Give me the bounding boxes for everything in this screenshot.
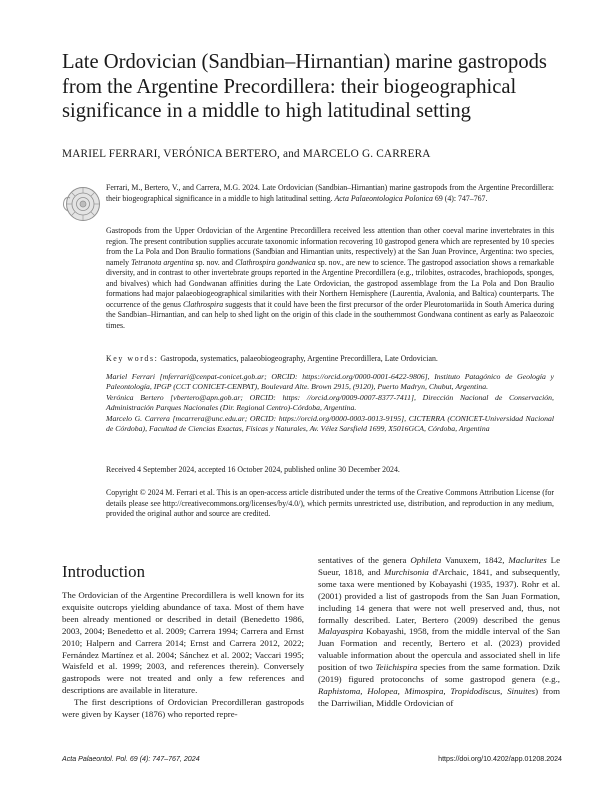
affiliation-carrera: Marcelo G. Carrera [mcarrera@unc.edu.ar; ORCID: https://orcid.org/0000-0003-0013-9195], CICTERRA (CONICET-Universidad Nacional de Córdoba), Facultad de Ciencias Exactas, Físicas y Naturales, Av. Vélez Sarsfield 1699, X5016GCA, Córdoba, Argentina [106, 413, 554, 434]
journal-name: Acta Palaeontologica Polonica [334, 193, 433, 203]
keywords-label: Key words: [106, 354, 159, 363]
paragraph: The Ordovician of the Argentine Precordillera is well known for its exquisite outcrops yielding abundance of taxa. Most of them have been already mentioned or described in detail (Benedetto 1986, 2003, 2004; Benedetto et al. 2009; Carrera 1994; Carrera and Ernst 2010; Halpern and Carrera 2014; Ernst and Carrera 2012, 2022; Fernández Martínez et al. 2004; Sánchez et al. 2002; Vaccari 1995; Waisfeld et al. 1999; 2003, and references therein). Conversely gastropods were not treated and only a few references and descriptions are available in literature. [62, 590, 304, 696]
keywords: Key words: Gastropoda, systematics, palaeobiogeography, Argentine Precordillera, Late Ordovician. [106, 354, 438, 363]
author-list: MARIEL FERRARI, VERÓNICA BERTERO, and MARCELO G. CARRERA [62, 148, 431, 160]
section-heading-introduction: Introduction [62, 562, 145, 581]
journal-reference: Acta Palaeontol. Pol. 69 (4): 747–767, 2024 [62, 755, 200, 763]
copyright-notice: Copyright © 2024 M. Ferrari et al. This is an open-access article distributed under the terms of the Creative Commons Attribution License (for details please see http://creativecommons.org/licenses/by/4.0/), which permits unrestricted use, distribution, and reproduction in any medium, provided the original author and source are credited. [106, 488, 555, 519]
article-title: Late Ordovician (Sandbian–Hirnantian) marine gastropods from the Argentine Precordillera: their biogeographical significance in a middle to high latitudinal setting [62, 51, 547, 123]
body-column-left [62, 590, 304, 721]
author-affiliations [106, 372, 554, 434]
ammonite-logo-icon [60, 184, 104, 224]
paragraph: sentatives of the genera Ophileta Vanuxem, 1842, Maclurites Le Sueur, 1818, and Murchisonia d'Archaic, 1841, and subsequently, some taxa were mentioned by Kobayashi (1935, 1937). Rohr et al. (2001) provided a list of gastropods from the San Juan Formation, including 14 genera that were not well preserved and, thus, not formally described. Later, Bertero (2009) described the genus Malayaspira Kobayashi, 1958, from the middle interval of the San Juan Formation and recently, Bertero et al. (2023) provided valuable information about the opercula and associated shell in life position of two Teiichispira species from the same formation. Dzik (2019) figured protoconchs of some gastropod genera (e.g., Raphistoma, Holopea, Mimospira, Tropidodiscus, Sinuites) from the Darriwilian, Middle Ordovician of [318, 555, 561, 708]
abstract: Gastropods from the Upper Ordovician of the Argentine Precordillera received less attention than other coeval marine invertebrates in this region. The present contribution supplies accurate taxonomic information recovering 10 gastropod genera which are represented by 10 species from the La Pola and Don Braulio formations (Sandbian and Hirnantian units, respectively) at the San Juan Province, Argentina: two species, namely Tetranota argentina sp. nov. and Clathrospira gondwanica sp. nov., are new to science. The gastropod association shows a remarkable diversity, and in contrast to other invertebrate groups reported in the Argentine Precordillera (e.g., trilobites, ostracodes, brachiopods, sponges, and bivalves) which had Gondwanan affinities during the Late Ordovician, the gastropod assemblage from the La Pola and Don Braulio formations had major palaeobiogeographical similarities with their Northern Hemisphere (Laurentia, Avalonia, and Baltica) counterparts. The occurrence of the genus Clathrospira suggests that it could have been the first precursor of the order Pleurotomariida in South America during the Sandbian–Hirnantian, and can help to shed light on the origin of this clade in the southernmost Gondwana continent as early as Palaeozoic times. [106, 226, 554, 330]
paragraph: The first descriptions of Ordovician Precordilleran gastropods were given by Kayser (1876) who reported repre- [62, 697, 304, 720]
affiliation-bertero: Verónica Bertero [vbertero@apn.gob.ar; ORCID: https: //orcid.org/0009-0007-8377-7411], Dirección Nacional de Conservación, Administración Parques Nacionales (Dir. Regional Centro)-Córdoba, Argentina. [106, 392, 554, 413]
doi-link[interactable]: https://doi.org/10.4202/app.01208.2024 [438, 755, 562, 763]
body-column-right [318, 555, 560, 710]
citation: Ferrari, M., Bertero, V., and Carrera, M.G. 2024. Late Ordovician (Sandbian–Hirnantian) marine gastropods from the Argentine Precordillera: their biogeographical significance in a middle to high latitudinal setting. Acta Palaeontologica Polonica 69 (4): 747–767. [106, 183, 554, 203]
affiliation-ferrari: Mariel Ferrari [mferrari@cenpat-conicet.gob.ar; ORCID: https://orcid.org/0000-0001-6422-9806], Instituto Patagónico de Geología y Paleontología, IPGP (CCT CONICET-CENPAT), Boulevard Alte. Brown 2915, (9120), Puerto Madryn, Chubut, Argentina. [106, 372, 554, 392]
received-dates: Received 4 September 2024, accepted 16 October 2024, published online 30 December 2024. [106, 465, 400, 474]
